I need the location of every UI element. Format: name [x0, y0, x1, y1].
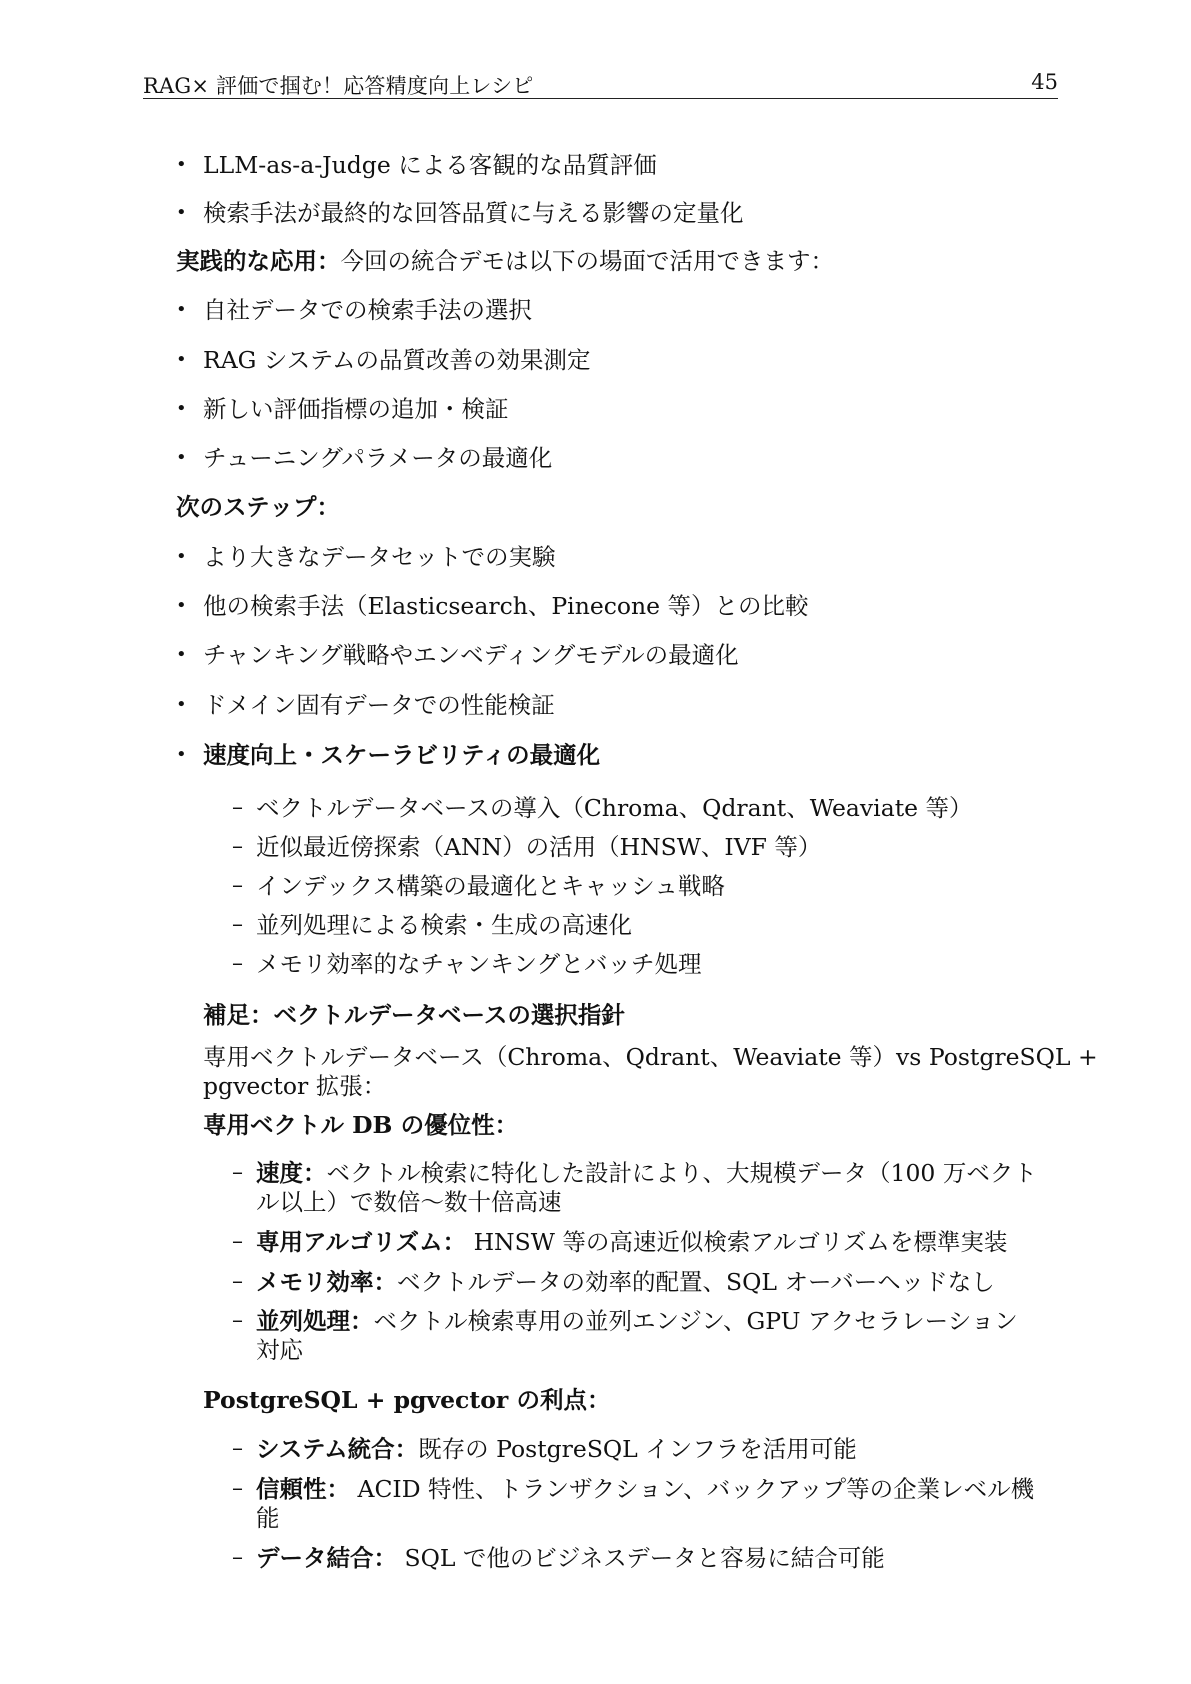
sub-list-item-continuation: 能	[256, 1504, 280, 1532]
item-label: 専用アルゴリズム：	[256, 1228, 467, 1256]
sub-list-item: インデックス構築の最適化とキャッシュ戦略	[256, 872, 725, 900]
list-item: より大きなデータセットでの実験	[203, 543, 556, 571]
postgres-heading: PostgreSQL + pgvector の利点：	[203, 1386, 611, 1414]
dash-icon: –	[232, 1269, 243, 1294]
bullet-icon: •	[176, 299, 187, 320]
dash-icon: –	[232, 1160, 243, 1185]
item-text: HNSW 等の高速近似検索アルゴリズムを標準実装	[466, 1228, 1008, 1256]
list-item: 自社データでの検索手法の選択	[203, 296, 532, 324]
item-label: メモリ効率：	[256, 1268, 397, 1296]
list-item: RAG システムの品質改善の効果測定	[203, 346, 591, 374]
dash-icon: –	[232, 1229, 243, 1254]
running-header	[143, 68, 1058, 99]
bullet-icon: •	[176, 349, 187, 370]
bullet-icon: •	[176, 595, 187, 616]
bullet-icon: •	[176, 202, 187, 223]
next-steps-heading: 次のステップ：	[176, 493, 341, 521]
sub-list-item	[256, 1158, 1037, 1188]
dash-icon: –	[232, 1436, 243, 1461]
list-item: LLM-as-a-Judge による客観的な品質評価	[203, 151, 657, 179]
bullet-icon: •	[176, 546, 187, 567]
sub-list-item	[256, 1306, 1018, 1336]
bullet-icon: •	[176, 644, 187, 665]
sub-list-item	[256, 1543, 885, 1573]
list-item: 検索手法が最終的な回答品質に与える影響の定量化	[203, 199, 744, 227]
practical-heading: 実践的な応用：	[176, 247, 341, 275]
sub-list-item	[256, 1267, 995, 1297]
dash-icon: –	[232, 912, 243, 937]
list-item: 他の検索手法（Elasticsearch、Pinecone 等）との比較	[203, 592, 809, 620]
list-item: チューニングパラメータの最適化	[203, 444, 553, 472]
bullet-icon: •	[176, 398, 187, 419]
practical-paragraph	[176, 246, 834, 276]
sub-list-item-continuation: 対応	[256, 1336, 303, 1364]
sub-list-item	[256, 1474, 1034, 1504]
dash-icon: –	[232, 795, 243, 820]
supplement-heading: 補足：ベクトルデータベースの選択指針	[203, 1001, 625, 1029]
dash-icon: –	[232, 834, 243, 859]
bullet-icon: •	[176, 154, 187, 175]
item-label: 速度：	[256, 1159, 327, 1187]
item-text: ベクトル検索に特化した設計により、大規模データ（100 万ベクト	[326, 1159, 1037, 1187]
item-text: ベクトルデータの効率的配置、SQL オーバーヘッドなし	[397, 1268, 995, 1296]
list-item: ドメイン固有データでの性能検証	[203, 691, 555, 719]
supplement-text-line2: pgvector 拡張：	[203, 1072, 387, 1100]
bullet-icon: •	[176, 694, 187, 715]
sub-list-item: 近似最近傍探索（ANN）の活用（HNSW、IVF 等）	[256, 833, 822, 861]
item-text: ベクトル検索専用の並列エンジン、GPU アクセラレーション	[373, 1307, 1018, 1335]
item-text: ACID 特性、トランザクション、バックアップ等の企業レベル機	[350, 1475, 1035, 1503]
page-number: 45	[1031, 70, 1058, 94]
dash-icon: –	[232, 1308, 243, 1333]
bullet-icon: •	[176, 447, 187, 468]
sub-list-item: 並列処理による検索・生成の高速化	[256, 911, 632, 939]
supplement-text-line1: 専用ベクトルデータベース（Chroma、Qdrant、Weaviate 等）vs PostgreSQL +	[203, 1043, 1098, 1071]
dash-icon: –	[232, 951, 243, 976]
dedicated-db-heading: 専用ベクトル DB の優位性：	[203, 1111, 519, 1139]
practical-text: 今回の統合デモは以下の場面で活用できます：	[340, 247, 834, 275]
sub-list-item: メモリ効率的なチャンキングとバッチ処理	[256, 950, 702, 978]
dash-icon: –	[232, 1545, 243, 1570]
dash-icon: –	[232, 1476, 243, 1501]
item-label: データ結合：	[256, 1544, 397, 1572]
item-text: SQL で他のビジネスデータと容易に結合可能	[397, 1544, 885, 1572]
header-title: RAG× 評価で掴む！応答精度向上レシピ	[143, 74, 534, 98]
sub-list-item-continuation: ル以上）で数倍〜数十倍高速	[256, 1188, 562, 1216]
list-item: 新しい評価指標の追加・検証	[203, 395, 509, 423]
bullet-icon: •	[176, 744, 187, 765]
item-label: システム統合：	[256, 1435, 419, 1463]
item-label: 信頼性：	[256, 1475, 350, 1503]
sub-list-item	[256, 1434, 857, 1464]
sub-list-item	[256, 1227, 1007, 1257]
dash-icon: –	[232, 873, 243, 898]
speed-heading: 速度向上・スケーラビリティの最適化	[203, 741, 601, 769]
list-item: チャンキング戦略やエンベディングモデルの最適化	[203, 641, 739, 669]
item-label: 並列処理：	[256, 1307, 374, 1335]
item-text: 既存の PostgreSQL インフラを活用可能	[418, 1435, 857, 1463]
sub-list-item: ベクトルデータベースの導入（Chroma、Qdrant、Weaviate 等）	[256, 794, 973, 822]
